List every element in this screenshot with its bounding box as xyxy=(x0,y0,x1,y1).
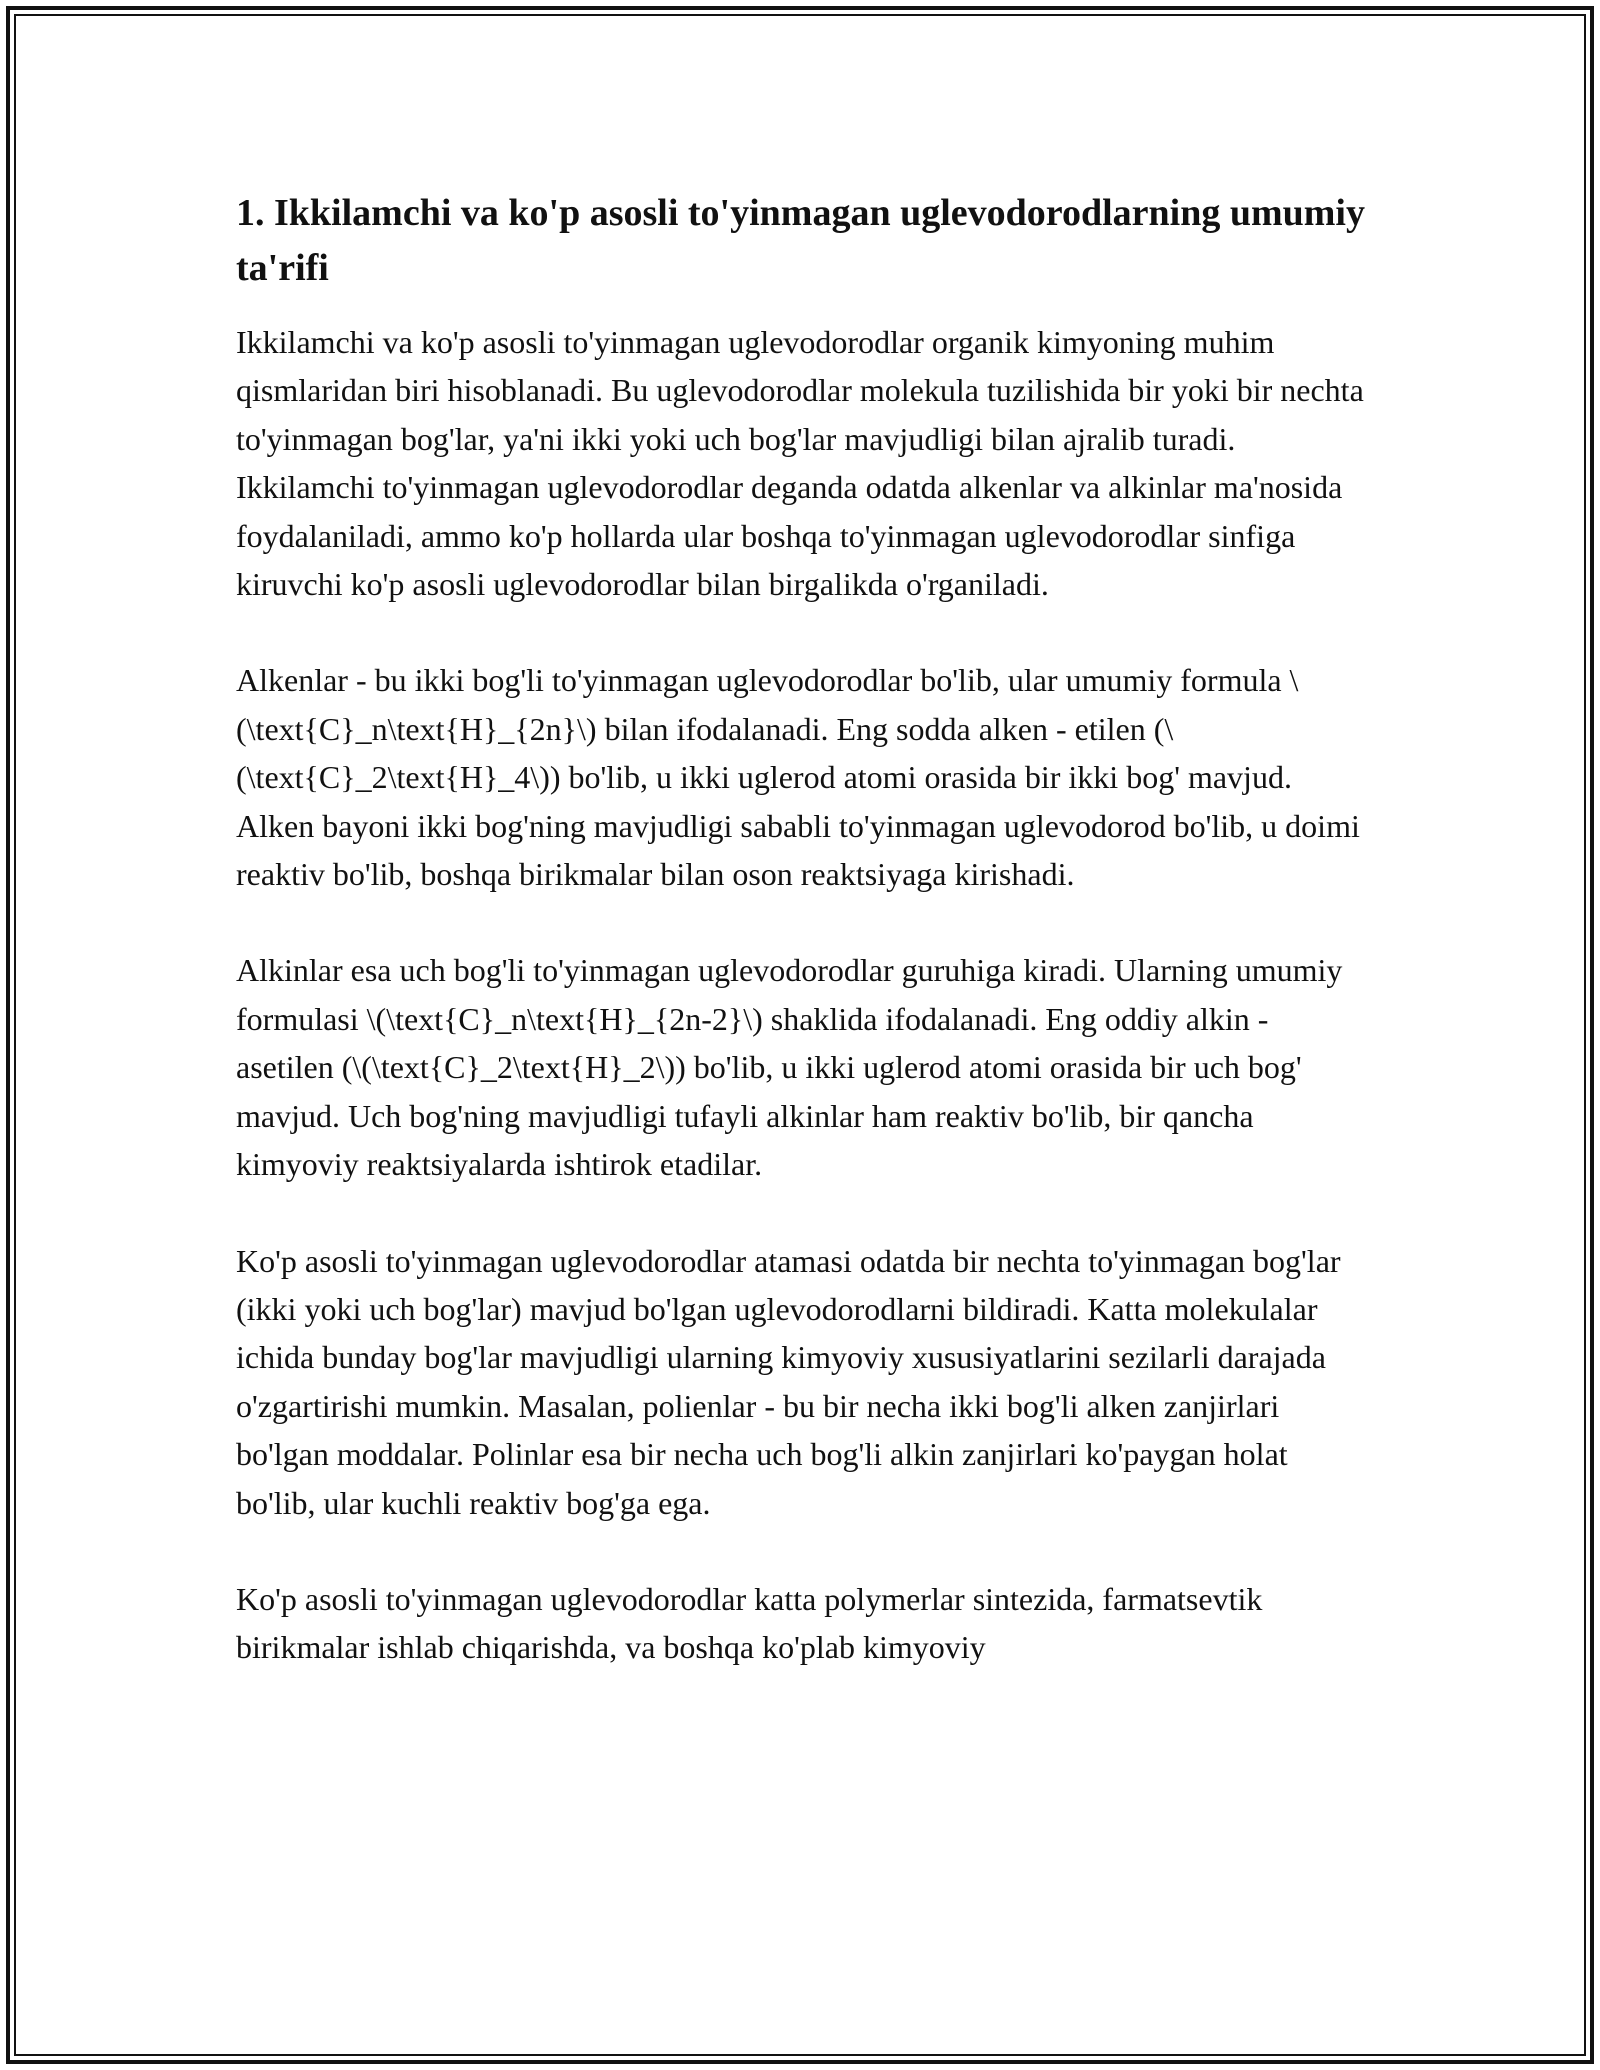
paragraph-intro: Ikkilamchi va ko'p asosli to'yinmagan uglevodorodlar organik kimyoning muhim qismlaridan biri hisoblanadi. Bu uglevodorodlar molekula tuzilishida bir yoki bir nechta to'yinmagan bog'lar, ya'ni ikki yoki uch bog'lar mavjudligi bilan ajralib turadi. Ikkilamchi to'yinmagan uglevodorodlar deganda odatda alkenlar va alkinlar ma'nosida foydalaniladi, ammo ko'p hollarda ular boshqa to'yinmagan uglevodorodlar sinfiga kiruvchi ko'p asosli uglevodorodlar bilan birgalikda o'rganiladi. xyxy=(236,324,1364,603)
section-heading: 1. Ikkilamchi va ko'p asosli to'yinmagan uglevodorodlarning umumiy ta'rifi xyxy=(236,192,1365,289)
paragraph-polyunsaturated: Ko'p asosli to'yinmagan uglevodorodlar atamasi odatda bir nechta to'yinmagan bog'lar (ikki yoki uch bog'lar) mavjud bo'lgan uglevodorodlarni bildiradi. Katta molekulalar ichida bunday bog'lar mavjudligi ularning kimyoviy xususiyatlarini sezilarli darajada o'zgartirishi mumkin. Masalan, polienlar - bu bir necha ikki bog'li alken zanjirlari bo'lgan moddalar. Polinlar esa bir necha uch bog'li alkin zanjirlari ko'paygan holat bo'lib, ular kuchli reaktiv bog'ga ega. xyxy=(236,1242,1341,1521)
paragraph-applications: Ko'p asosli to'yinmagan uglevodorodlar katta polymerlar sintezida, farmatsevtik birikmalar ishlab chiqarishda, va boshqa ko'plab kimyoviy xyxy=(236,1580,1263,1666)
paragraph-alkynes: Alkinlar esa uch bog'li to'yinmagan uglevodorodlar guruhiga kiradi. Ularning umumiy formulasi \(\text{C}_n\text{H}_{2n-2}\) shaklida ifodalanadi. Eng oddiy alkin - asetilen (\(\text{C}_2\text{H}_2\)) bo'lib, u ikki uglerod atomi orasida bir uch bog' mavjud. Uch bog'ning mavjudligi tufayli alkinlar ham reaktiv bo'lib, bir qancha kimyoviy reaktsiyalarda ishtirok etadilar. xyxy=(236,952,1343,1183)
document-body xyxy=(236,186,1366,1720)
paragraph-alkenes: Alkenlar - bu ikki bog'li to'yinmagan uglevodorodlar bo'lib, ular umumiy formula \(\text{C}_n\text{H}_{2n}\) bilan ifodalanadi. Eng sodda alken - etilen (\(\text{C}_2\text{H}_4\)) bo'lib, u ikki uglerod atomi orasida bir ikki bog' mavjud. Alken bayoni ikki bog'ning mavjudligi sababli to'yinmagan uglevodorod bo'lib, u doimi reaktiv bo'lib, boshqa birikmalar bilan oson reaktsiyaga kirishadi. xyxy=(236,662,1360,893)
